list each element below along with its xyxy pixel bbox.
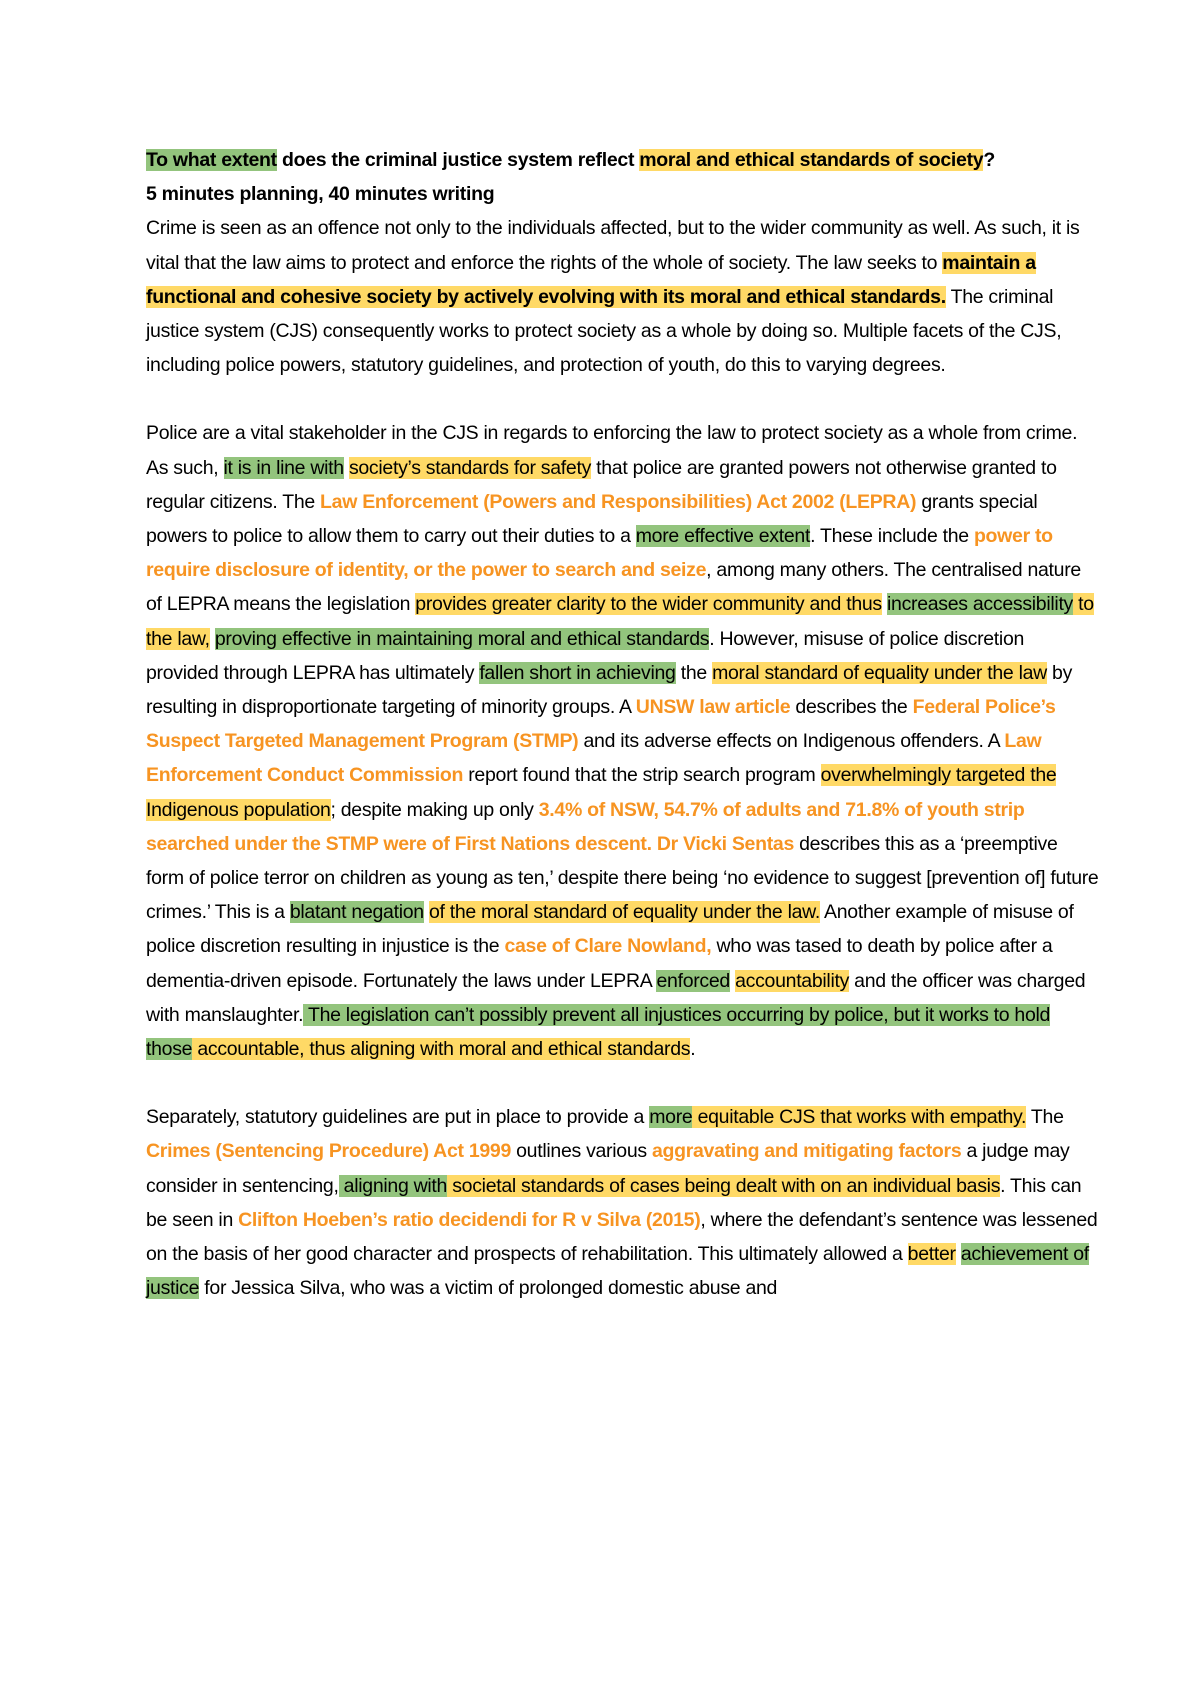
highlight-yellow: accountability	[735, 969, 850, 992]
text-run: ; despite making up only	[330, 798, 539, 821]
highlight-yellow: provides greater clarity to the wider community and thus	[415, 593, 882, 616]
highlight-green: more effective extent	[635, 525, 811, 548]
text-run: . However, misuse of police discretion provided through LEPRA has ultimately	[146, 627, 1025, 684]
intro-paragraph	[146, 211, 1100, 382]
time-allocation: 5 minutes planning, 40 minutes writing	[146, 183, 495, 206]
text-run: describes this as a ‘preemptive form of police terror on children as young as ten,’ despite there being ‘no evidence to suggest [prevention of] future crimes.’ This is a	[146, 832, 1099, 924]
text-run: , where the defendant’s sentence was lessened on the basis of her good character and prospects of rehabilitation. This ultimately allowed a	[146, 1208, 1098, 1266]
orange-reference: Law Enforcement Conduct Commission	[146, 730, 1042, 787]
text-run: .	[690, 1038, 696, 1061]
text-run: the	[675, 661, 713, 684]
question-mark: ?	[983, 149, 995, 171]
text-run: . These include the	[810, 525, 974, 548]
highlight-yellow: equitable CJS that works with empathy.	[692, 1106, 1027, 1129]
text-run: and the officer was charged with manslaughter.	[146, 969, 1086, 1026]
highlight-yellow: maintain a functional and cohesive society by actively evolving with its moral and ethical standards.	[146, 251, 1036, 308]
highlight-green: To what extent	[146, 149, 277, 171]
highlight-yellow: society’s standards for safety	[348, 456, 592, 479]
highlight-yellow: societal standards of cases being dealt with on an individual basis	[447, 1174, 1001, 1197]
orange-reference: Law Enforcement (Powers and Responsibilities) Act 2002 (LEPRA)	[320, 490, 917, 513]
text-run: Police are a vital stakeholder in the CJS in regards to enforcing the law to protect society as a whole from crime. As such,	[146, 422, 1078, 479]
orange-reference: case of Clare Nowland,	[504, 935, 712, 958]
text-run: . This can be seen in	[146, 1174, 1082, 1231]
highlight-green: it is in line with	[223, 456, 344, 479]
text-run: report found that the strip search program	[463, 764, 821, 787]
orange-reference: aggravating and mitigating factors	[651, 1140, 962, 1163]
orange-reference: Federal Police’s Suspect Targeted Management Program (STMP)	[146, 696, 1056, 753]
highlight-green: The legislation can’t possibly prevent all injustices occurring by police, but it works to hold those	[146, 1003, 1051, 1061]
text-run: that police are granted powers not otherwise granted to regular citizens. The	[146, 456, 1057, 513]
text-run: describes the	[790, 696, 913, 719]
orange-reference: Clifton Hoeben’s ratio decidendi for R v Silva (2015)	[238, 1208, 701, 1231]
orange-reference: power to require disclosure of identity, or the power to search and seize	[146, 525, 1053, 582]
text-run: grants special powers to police to allow them to carry out their duties to a	[146, 490, 1038, 548]
highlight-green: aligning with	[338, 1174, 448, 1197]
text-run: Another example of misuse of police discretion resulting in injustice is the	[146, 901, 1074, 958]
highlight-yellow: better	[907, 1243, 956, 1266]
highlight-green: more	[649, 1106, 693, 1129]
highlight-green: achievement of justice	[146, 1243, 1089, 1300]
essay-question	[146, 143, 1100, 177]
statutory-paragraph	[146, 1100, 1100, 1305]
highlight-yellow: to the law,	[146, 593, 1094, 650]
text-run: who was tased to death by police after a dementia-driven episode. Fortunately the laws under LEPRA	[146, 935, 1053, 992]
highlight-yellow: overwhelmingly targeted the Indigenous population	[146, 764, 1057, 821]
orange-reference: 3.4% of NSW, 54.7% of adults and 71.8% of youth strip searched under the STMP were of First Nations descent. Dr Vicki Sentas	[146, 798, 1025, 855]
text-run: The	[1026, 1106, 1064, 1129]
question-text: does the criminal justice system reflect	[276, 149, 640, 171]
highlight-yellow: moral and ethical standards of society	[639, 149, 984, 171]
highlight-green: fallen short in achieving	[479, 661, 676, 684]
text-run: The criminal justice system (CJS) consequently works to protect society as a whole by doing so. Multiple facets of the CJS, including police powers, statutory guidelines, and protection of youth, do this to varying degrees.	[146, 285, 1062, 377]
text-run: outlines various	[511, 1140, 652, 1163]
police-paragraph	[146, 416, 1100, 1066]
highlight-yellow: accountable, thus aligning with moral and ethical standards	[192, 1038, 691, 1061]
highlight-yellow: of the moral standard of equality under the law.	[428, 901, 820, 924]
text-run: a judge may consider in sentencing,	[146, 1140, 1070, 1197]
text-run: Crime is seen as an offence not only to the individuals affected, but to the wider community as well. As such, it is vital that the law aims to protect and enforce the rights of the whole of society. The law seeks to	[146, 217, 1080, 274]
text-run: and its adverse effects on Indigenous offenders. A	[578, 730, 1005, 753]
orange-reference: Crimes (Sentencing Procedure) Act 1999	[146, 1140, 512, 1163]
text-run: Separately, statutory guidelines are put in place to provide a	[146, 1106, 650, 1129]
highlight-green: blatant negation	[289, 901, 424, 924]
highlight-green: proving effective in maintaining moral and ethical standards	[214, 627, 710, 650]
orange-reference: UNSW law article	[635, 696, 791, 719]
text-run: for Jessica Silva, who was a victim of prolonged domestic abuse and	[199, 1277, 778, 1300]
text-run: , among many others. The centralised nature of LEPRA means the legislation	[146, 559, 1081, 616]
highlight-yellow: moral standard of equality under the law	[712, 661, 1047, 684]
highlight-green: enforced	[656, 969, 730, 992]
highlight-green: increases accessibility	[887, 593, 1074, 616]
text-run: by resulting in disproportionate targeting of minority groups. A	[146, 661, 1073, 719]
